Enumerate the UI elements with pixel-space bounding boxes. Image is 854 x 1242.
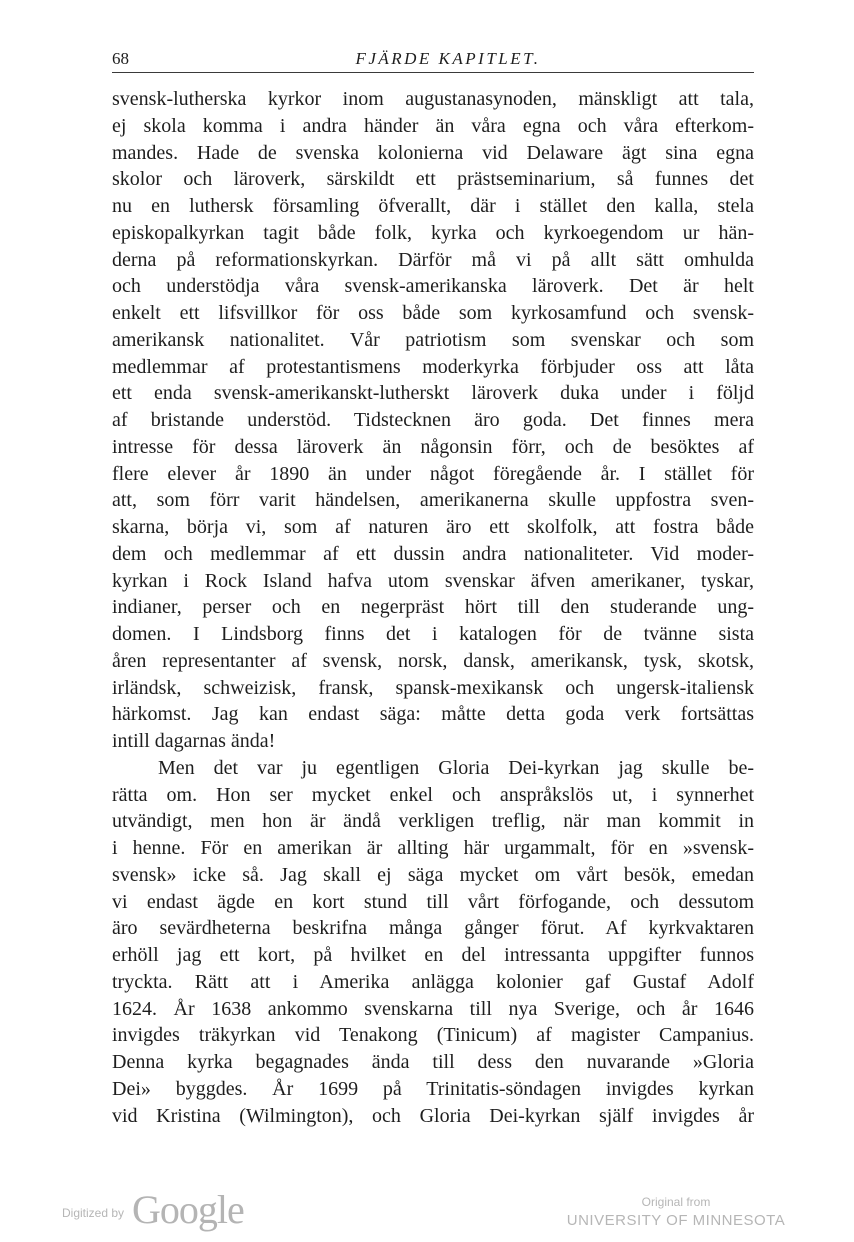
text-line: episkopalkyrkan tagit både folk, kyrka och kyrkoegendom ur hän-	[112, 221, 754, 244]
text-line: tryckta. Rätt att i Amerika anlägga kolonier gaf Gustaf Adolf	[112, 970, 754, 993]
text-line: Denna kyrka begagnades ända till dess den nuvarande »Gloria	[112, 1051, 754, 1073]
text-line: 1624. År 1638 ankommo svenskarna till nya Sverige, och år 1646	[112, 997, 754, 1020]
text-line: indianer, perser och en negerpräst hört till den studerande ung-	[112, 596, 754, 619]
text-line: utvändigt, men hon är ändå verkligen treflig, när man kommit in	[112, 810, 754, 833]
text-line: intill dagarnas ända!	[112, 730, 276, 752]
text-line: kyrkan i Rock Island hafva utom svenskar äfven amerikaner, tyskar,	[112, 569, 754, 592]
text-line: ett enda svensk-amerikanskt-lutherskt läroverk duka under i följd	[112, 382, 754, 405]
text-line: äro sevärdheterna beskrifna många gånger förut. Af kyrkvaktaren	[112, 917, 754, 940]
text-line: vid Kristina (Wilmington), och Gloria Dei-kyrkan själf invigdes år	[112, 1104, 754, 1127]
text-line: härkomst. Jag kan endast säga: måtte detta goda verk fortsättas	[112, 703, 754, 726]
text-line: skarna, börja vi, som af naturen äro ett skolfolk, att fostra både	[112, 516, 754, 538]
text-line: ej skola komma i andra händer än våra egna och våra efterkom-	[112, 114, 754, 137]
text-line: intresse för dessa läroverk än någonsin förr, och de besöktes af	[112, 435, 754, 458]
text-line: svensk-lutherska kyrkor inom augustanasynoden, mänskligt att tala,	[112, 88, 754, 110]
text-line: af bristande understöd. Tidstecknen äro goda. Det finnes mera	[112, 409, 754, 431]
text-line: enkelt ett lifsvillkor för oss både som kyrkosamfund och svensk-	[112, 302, 754, 324]
text-line: domen. I Lindsborg finns det i katalogen för de tvänne sista	[112, 623, 754, 645]
text-line: derna på reformationskyrkan. Därför må vi på allt sätt omhulda	[112, 248, 754, 271]
text-line: irländsk, schweizisk, fransk, spansk-mexikansk och ungersk-italiensk	[112, 676, 754, 699]
text-line: invigdes träkyrkan vid Tenakong (Tinicum) af magister Campanius.	[112, 1024, 754, 1047]
text-line: åren representanter af svensk, norsk, dansk, amerikansk, tysk, skotsk,	[112, 649, 754, 672]
text-line: vi endast ägde en kort stund till vårt förfogande, och dessutom	[112, 890, 754, 913]
text-line: erhöll jag ett kort, på hvilket en del intressanta uppgifter funnos	[112, 944, 754, 966]
text-line: i henne. För en amerikan är allting här urgammalt, för en »svensk-	[112, 837, 754, 859]
text-line: svensk» icke så. Jag skall ej säga mycket om vårt besök, emedan	[112, 863, 754, 886]
body-text	[112, 86, 754, 1129]
text-line: skolor och läroverk, särskildt ett prästseminarium, så funnes det	[112, 168, 754, 191]
digitized-label: Digitized by	[62, 1206, 125, 1220]
page-header	[112, 46, 754, 73]
text-line: amerikansk nationalitet. Vår patriotism som svenskar och som	[112, 328, 754, 351]
text-line: medlemmar af protestantismens moderkyrka förbjuder oss att låta	[112, 355, 754, 378]
text-line: och understödja våra svensk-amerikanska läroverk. Det är helt	[112, 275, 754, 298]
text-line: Dei» byggdes. År 1699 på Trinitatis-söndagen invigdes kyrkan	[112, 1077, 754, 1100]
digitized-by-watermark	[62, 1184, 244, 1234]
page-number: 68	[112, 49, 129, 68]
text-line: nu en luthersk församling öfverallt, där i stället den kalla, stela	[112, 195, 754, 217]
university-label: UNIVERSITY OF MINNESOTA	[566, 1212, 786, 1229]
text-line: dem och medlemmar af ett dussin andra nationaliteter. Vid moder-	[112, 542, 754, 565]
text-line: rätta om. Hon ser mycket enkel och anspråkslös ut, i synnerhet	[112, 783, 754, 806]
running-head: FJÄRDE KAPITLET.	[355, 49, 541, 68]
original-from-label: Original from	[641, 1195, 711, 1209]
text-line: mandes. Hade de svenska kolonierna vid Delaware ägt sina egna	[112, 141, 754, 164]
text-line: flere elever år 1890 än under något föregående år. I stället för	[112, 462, 754, 485]
google-logo: Google	[132, 1186, 244, 1232]
text-line: Men det var ju egentligen Gloria Dei-kyrkan jag skulle be-	[158, 756, 754, 779]
original-from-watermark	[560, 1194, 792, 1232]
text-line: att, som förr varit händelsen, amerikanerna skulle uppfostra sven-	[112, 489, 754, 512]
